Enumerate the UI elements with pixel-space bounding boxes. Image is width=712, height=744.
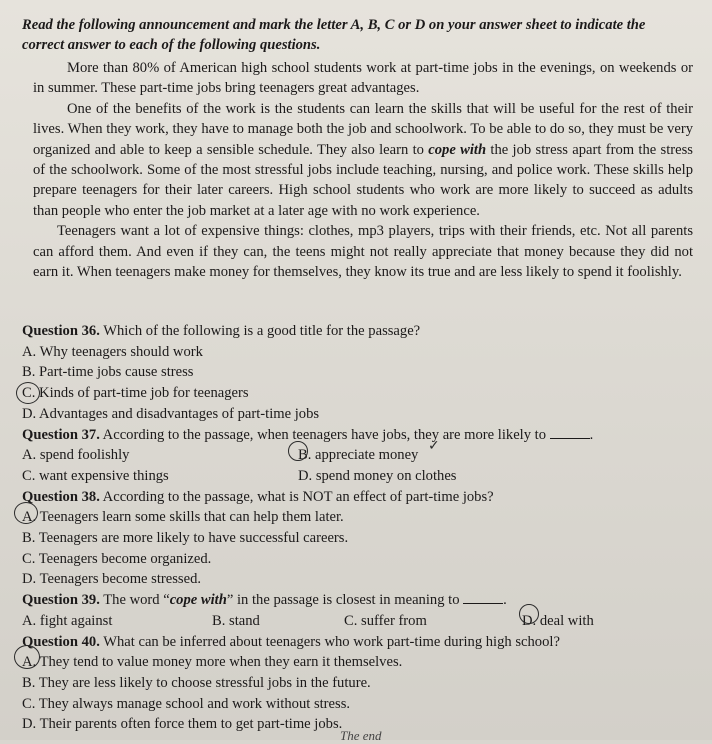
option-40-c[interactable]: C. They always manage school and work without stress.: [22, 695, 351, 712]
option-37-d[interactable]: D. spend money on clothes: [298, 467, 457, 484]
option-40-a[interactable]: A. They tend to value money more when they earn it themselves.: [22, 654, 403, 671]
question-text: According to the passage, when teenagers have jobs, they are more likely to: [99, 426, 550, 443]
answer-circle-37: [288, 441, 308, 461]
option-36-d[interactable]: D. Advantages and disadvantages of part-time jobs: [22, 405, 320, 422]
instructions: Read the following announcement and mark the letter A, B, C or D on your answer sheet to indicate the correct answer to each of the following questions.: [22, 17, 646, 53]
highlighted-phrase: cope with: [169, 592, 227, 609]
passage-paragraph-1: More than 80% of American high school students work at part-time jobs in the evenings, on weekends or in summer. These part-time jobs bring teenagers great advantages.: [33, 60, 693, 97]
option-39-a[interactable]: A. fight against: [22, 612, 113, 629]
question-text: According to the passage, what is NOT an effect of part-time jobs?: [99, 488, 494, 505]
answer-blank: [550, 426, 590, 439]
option-40-d[interactable]: D. Their parents often force them to get part-time jobs.: [22, 716, 343, 733]
option-38-c[interactable]: C. Teenagers become organized.: [22, 550, 212, 567]
answer-blank: [463, 591, 503, 604]
question-text: The word “: [99, 592, 170, 609]
option-37-c[interactable]: C. want expensive things: [22, 467, 169, 484]
passage-text: One of the benefits of the work is the students can learn the skills that will be useful for the rest of their lives. When they work, they have to manage both the job and schoolwork. To be able to do so, they must be very organized and able to keep a sensible schedule. They also learn to: [33, 100, 693, 158]
option-38-b[interactable]: B. Teenagers are more likely to have successful careers.: [22, 530, 349, 547]
option-39-d[interactable]: D. deal with: [522, 612, 594, 629]
question-text: ” in the passage is closest in meaning to: [226, 592, 464, 609]
question-label: Question 36.: [22, 323, 100, 339]
question-text: Which of the following is a good title for the passage?: [99, 323, 421, 339]
option-36-c[interactable]: C. Kinds of part-time job for teenagers: [22, 385, 249, 402]
question-label: Question 38.: [22, 488, 100, 505]
option-40-b[interactable]: B. They are less likely to choose stressful jobs in the future.: [22, 674, 371, 691]
answer-circle-39: [519, 604, 539, 624]
passage-text: the job stress apart from the stress of the schoolwork. Some of the most stressful jobs include teaching, nursing, and police work. These skills help prepare teenagers for their later careers. High school students who work are more likely to succeed as adults than people who enter the job market at a later age with no work experience.: [33, 141, 693, 219]
question-label: Question 39.: [22, 592, 100, 609]
options-39-row: [22, 611, 702, 632]
footer-text: The end: [340, 728, 382, 743]
question-38: [22, 487, 702, 508]
option-37-a[interactable]: A. spend foolishly: [22, 447, 130, 464]
passage-paragraph-3: Teenagers want a lot of expensive things: clothes, mp3 players, trips with their friends, etc. Not all parents can afford them. And even if they can, the teens might not really appreciate that money because they did not earn it. When teenagers make money for themselves, they know its true and are less likely to spend it foolishly.: [33, 223, 693, 281]
questions-section: [22, 321, 702, 735]
check-mark-icon: ✓: [428, 438, 440, 454]
question-39: [22, 590, 702, 611]
question-end: .: [589, 426, 594, 443]
highlighted-phrase: cope with: [428, 141, 487, 158]
question-text: What can be inferred about teenagers who work part-time during high school?: [99, 633, 560, 650]
passage-paragraph-2: [33, 99, 693, 221]
question-label: Question 40.: [22, 633, 100, 650]
option-36-a[interactable]: A. Why teenagers should work: [22, 343, 203, 360]
option-36-b[interactable]: B. Part-time jobs cause stress: [22, 364, 194, 381]
option-39-c[interactable]: C. suffer from: [344, 612, 427, 629]
question-end: .: [503, 592, 507, 609]
question-40: [22, 632, 702, 653]
answer-circle-36: [16, 382, 40, 404]
answer-circle-38: [14, 502, 38, 524]
answer-circle-40: [14, 645, 40, 669]
option-38-d[interactable]: D. Teenagers become stressed.: [22, 571, 202, 588]
options-37-row-1: [22, 445, 702, 466]
option-39-b[interactable]: B. stand: [212, 612, 260, 629]
question-label: Question 37.: [22, 426, 100, 443]
question-36: [22, 321, 702, 342]
option-38-a[interactable]: A. Teenagers learn some skills that can help them later.: [22, 509, 344, 526]
option-37-b[interactable]: B. appreciate money: [298, 447, 419, 464]
options-37-row-2: [22, 466, 702, 487]
reading-passage: [33, 58, 693, 282]
question-37: [22, 425, 702, 446]
